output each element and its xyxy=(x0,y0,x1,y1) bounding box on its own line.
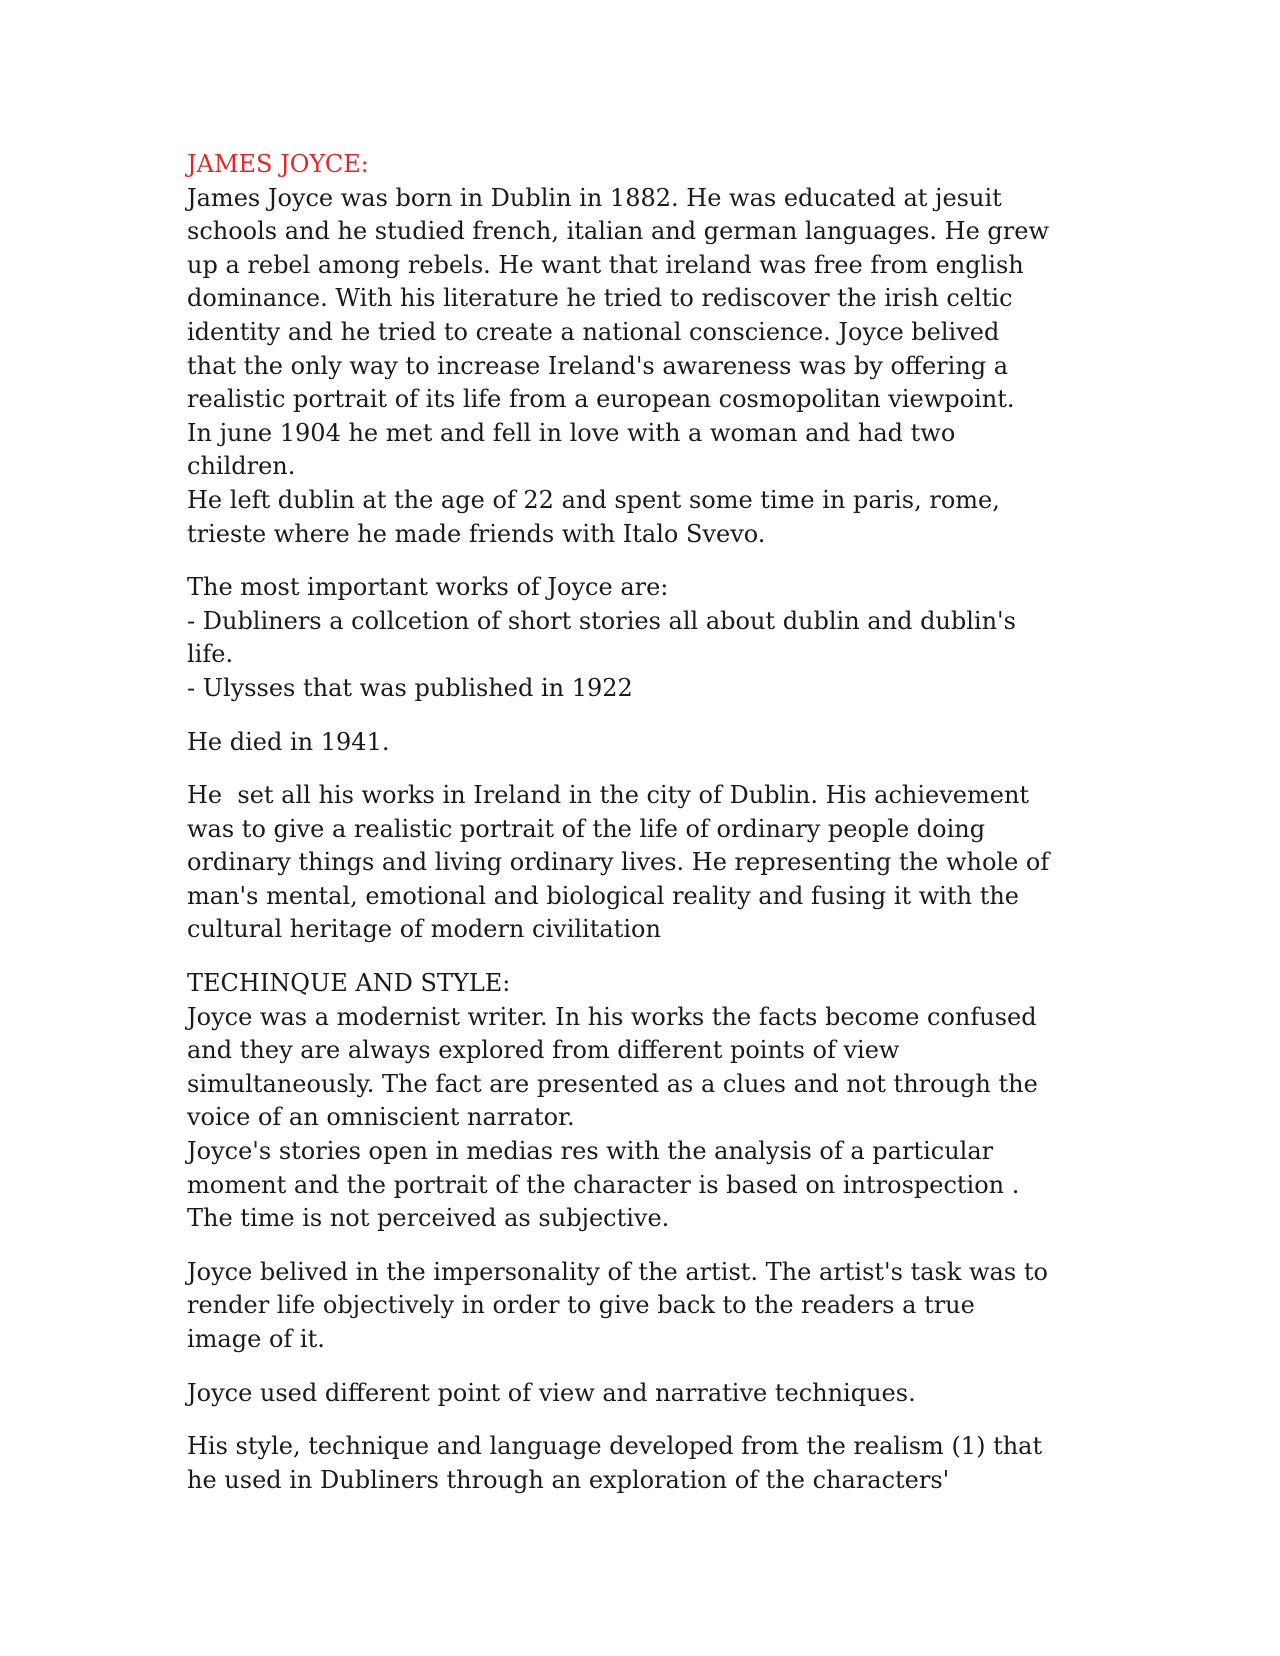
death-line: He died in 1941. xyxy=(187,727,390,756)
impersonality-paragraph xyxy=(187,1256,1107,1357)
achievement-line: cultural heritage of modern civilitation xyxy=(187,915,661,944)
works-line: - Ulysses that was published in 1922 xyxy=(187,673,633,702)
bio-line: In june 1904 he met and fell in love with a woman and had two xyxy=(187,418,956,447)
bio-line: schools and he studied french, italian and german languages. He grew xyxy=(187,217,1049,246)
bio-line: He left dublin at the age of 22 and spent some time in paris, rome, xyxy=(187,485,1000,514)
bio-line: identity and he tried to create a national conscience. Joyce belived xyxy=(187,317,1000,346)
style-line: and they are always explored from different points of view xyxy=(187,1036,900,1065)
paragraph-gap xyxy=(187,551,1107,571)
paragraph-gap xyxy=(187,706,1107,726)
achievement-paragraph xyxy=(187,779,1107,947)
bio-line: dominance. With his literature he tried to rediscover the irish celtic xyxy=(187,284,1013,313)
achievement-line: was to give a realistic portrait of the life of ordinary people doing xyxy=(187,814,986,843)
paragraph-gap xyxy=(187,1410,1107,1430)
realism-paragraph xyxy=(187,1430,1107,1497)
style-line: Joyce's stories open in medias res with the analysis of a particular xyxy=(187,1137,994,1166)
works-paragraph xyxy=(187,571,1107,705)
pov-line: Joyce used different point of view and narrative techniques. xyxy=(187,1378,916,1407)
impersonality-line: render life objectively in order to give back to the readers a true xyxy=(187,1291,975,1320)
bio-line: trieste where he made friends with Italo Svevo. xyxy=(187,519,766,548)
realism-line: His style, technique and language developed from the realism (1) that xyxy=(187,1432,1043,1461)
document-body xyxy=(187,148,1107,1497)
style-line: Joyce was a modernist writer. In his works the facts become confused xyxy=(187,1002,1037,1031)
style-line: voice of an omniscient narrator. xyxy=(187,1103,575,1132)
style-line: moment and the portrait of the character is based on introspection . xyxy=(187,1170,1020,1199)
works-line: The most important works of Joyce are: xyxy=(187,573,669,602)
style-heading: TECHINQUE AND STYLE: xyxy=(187,969,511,998)
bio-line: up a rebel among rebels. He want that ireland was free from english xyxy=(187,250,1024,279)
paragraph-gap xyxy=(187,1357,1107,1377)
bio-line: children. xyxy=(187,452,296,481)
works-line: life. xyxy=(187,640,234,669)
bio-line: realistic portrait of its life from a european cosmopolitan viewpoint. xyxy=(187,385,1015,414)
style-paragraph xyxy=(187,1001,1107,1236)
achievement-line: ordinary things and living ordinary lives. He representing the whole of xyxy=(187,848,1050,877)
impersonality-line: Joyce belived in the impersonality of the artist. The artist's task was to xyxy=(187,1257,1048,1286)
realism-line: he used in Dubliners through an exploration of the characters' xyxy=(187,1465,950,1494)
achievement-line: He set all his works in Ireland in the city of Dublin. His achievement xyxy=(187,781,1030,810)
bio-line: James Joyce was born in Dublin in 1882. He was educated at jesuit xyxy=(187,183,1002,212)
achievement-line: man's mental, emotional and biological reality and fusing it with the xyxy=(187,881,1019,910)
impersonality-line: image of it. xyxy=(187,1325,325,1353)
works-line: - Dubliners a collcetion of short stories all about dublin and dublin's xyxy=(187,606,1016,635)
paragraph-gap xyxy=(187,947,1107,967)
style-line: simultaneously. The fact are presented as a clues and not through the xyxy=(187,1069,1038,1098)
style-line: The time is not perceived as subjective. xyxy=(187,1204,670,1233)
paragraph-gap xyxy=(187,759,1107,779)
document-title: JAMES JOYCE: xyxy=(187,150,369,178)
bio-line: that the only way to increase Ireland's awareness was by offering a xyxy=(187,351,1009,380)
bio-paragraph xyxy=(187,182,1107,552)
paragraph-gap xyxy=(187,1236,1107,1256)
